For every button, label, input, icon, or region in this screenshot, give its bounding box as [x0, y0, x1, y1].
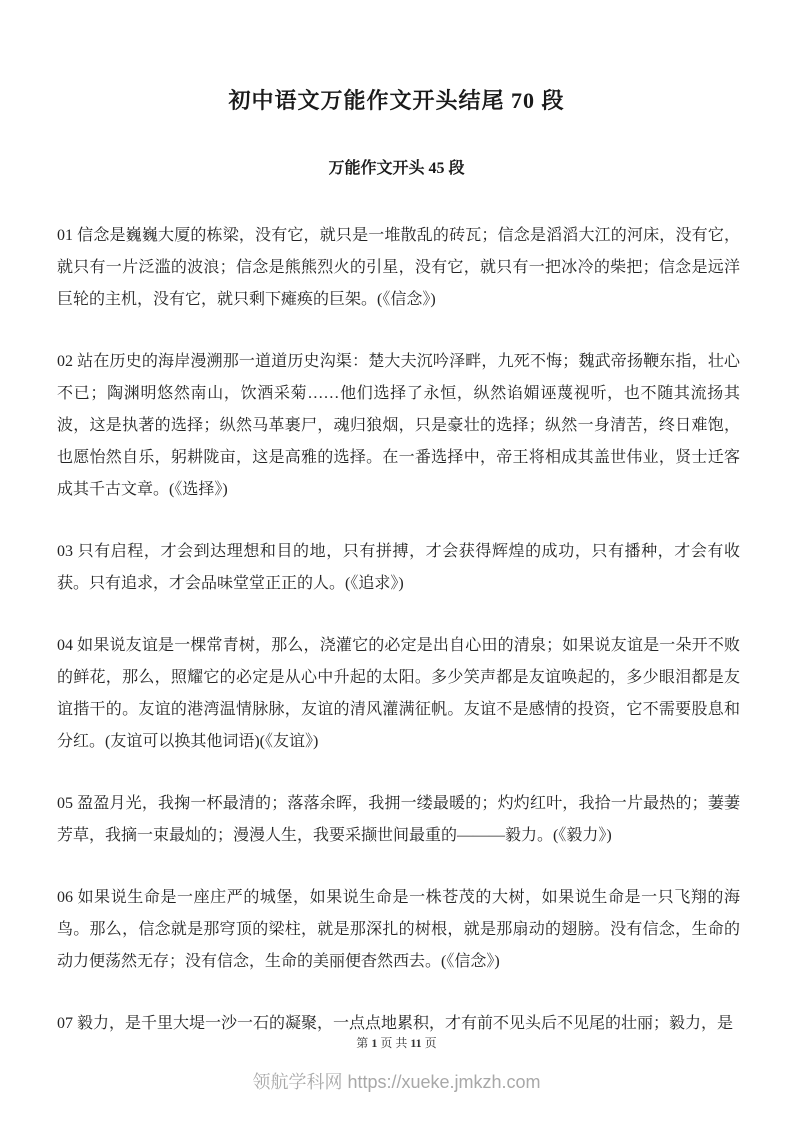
watermark-url-link[interactable]: https://xueke.jmkzh.com: [347, 1072, 541, 1092]
current-page-number: 1: [371, 1036, 378, 1050]
document-body: [57, 220, 740, 1040]
paragraph-05: 05 盈盈月光，我掬一杯最清的；落落余晖，我拥一缕最暖的；灼灼红叶，我拾一片最热的；萋萋芳草，我摘一束最灿的；漫漫人生，我要采撷世间最重的———毅力。(《毅力》): [57, 795, 740, 844]
watermark: [0, 1068, 793, 1094]
page-word-prefix: 第: [356, 1036, 372, 1050]
paragraph-06: 06 如果说生命是一座庄严的城堡，如果说生命是一株苍茂的大树，如果说生命是一只飞翔的海鸟。那么，信念就是那穹顶的梁柱，就是那深扎的树根，就是那扇动的翅膀。没有信念，生命的动力便荡然无存；没有信念，生命的美丽便杳然西去。(《信念》): [57, 889, 740, 970]
page-number-footer: [0, 1034, 793, 1051]
paragraph-07: 07 毅力，是千里大堤一沙一石的凝聚，一点点地累积，才有前不见头后不见尾的壮丽；毅力，是: [57, 1015, 734, 1032]
section-heading: 万能作文开头 45 段: [328, 160, 465, 177]
paragraph-01: 01 信念是巍巍大厦的栋梁，没有它，就只是一堆散乱的砖瓦；信念是滔滔大江的河床，没有它，就只有一片泛滥的波浪；信念是熊熊烈火的引星，没有它，就只有一把冰冷的柴把；信念是远洋巨轮的主机，没有它，就只剩下瘫痪的巨架。(《信念》): [57, 227, 740, 308]
paragraph-02: 02 站在历史的海岸漫溯那一道道历史沟渠：楚大夫沉吟泽畔，九死不悔；魏武帝扬鞭东指，壮心不已；陶渊明悠然南山，饮酒采菊……他们选择了永恒，纵然谄媚诬蔑视听，也不随其流扬其波，这是执著的选择；纵然马革裹尸，魂归狼烟，只是豪壮的选择；纵然一身清苦，终日难饱，也愿怡然自乐，躬耕陇亩，这是高雅的选择。在一番选择中，帝王将相成其盖世伟业，贤士迁客成其千古文章。(《选择》): [57, 353, 740, 498]
watermark-site-name: 领航学科网: [252, 1072, 343, 1092]
document-title: 初中语文万能作文开头结尾 70 段: [228, 88, 565, 113]
total-page-number: 11: [410, 1036, 422, 1050]
page-word-middle: 页 共: [377, 1036, 411, 1050]
paragraph-04: 04 如果说友谊是一棵常青树，那么，浇灌它的必定是出自心田的清泉；如果说友谊是一朵开不败的鲜花，那么，照耀它的必定是从心中升起的太阳。多少笑声都是友谊唤起的，多少眼泪都是友谊揩干的。友谊的港湾温情脉脉，友谊的清风灌满征帆。友谊不是感情的投资，它不需要股息和分红。(友谊可以换其他词语)(《友谊》): [57, 637, 740, 750]
paragraph-03: 03 只有启程，才会到达理想和目的地，只有拼搏，才会获得辉煌的成功，只有播种，才会有收获。只有追求，才会品味堂堂正正的人。(《追求》): [57, 543, 740, 592]
page-word-suffix: 页: [421, 1036, 437, 1050]
